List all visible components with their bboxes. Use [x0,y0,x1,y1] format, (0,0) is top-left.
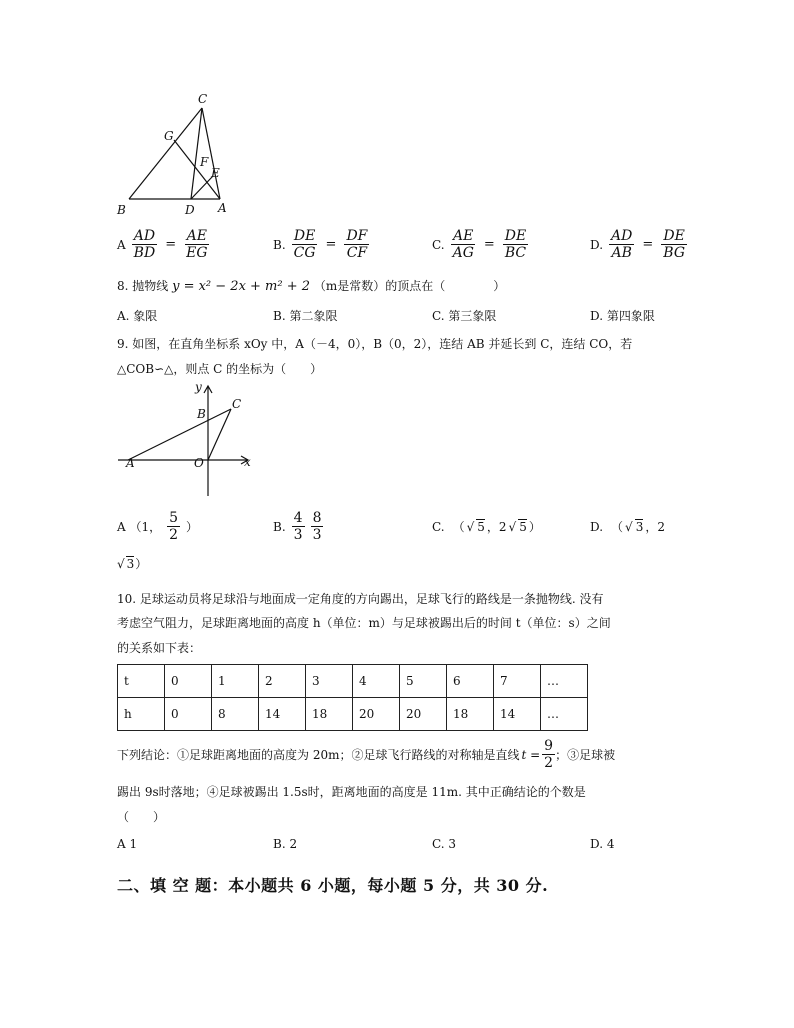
q7-option-d[interactable]: D. $\frac{AD}{AB}$ = $\frac{DE}{BG}$ [590,228,685,261]
q9-option-d-continued: √ 3 ） [117,556,148,571]
fraction: $\frac{DE}{BC}$ [504,228,527,261]
sqrt-icon: √ [466,519,475,534]
label-O: O [194,456,204,470]
label-C: C [198,92,208,106]
q10-option-b[interactable]: B. 2 [273,837,298,851]
fraction: $\frac{DE}{CG}$ [293,228,316,261]
label-D: D [185,203,195,217]
section-heading: 二、填 空 题：本小题共 6 小题，每小题 5 分，共 30 分. [117,876,549,895]
q9-option-d[interactable]: D. （ √ 3 ，2 [590,519,665,534]
sqrt-icon: √ [508,519,517,534]
q9-option-c[interactable]: C. （ √ 5 ，2 √ 5 ） [432,519,541,534]
q9-stem-line2: △COB∽△，则点 C 的坐标为（ ） [117,362,323,376]
label-C: C [232,397,242,411]
q9-stem-line1: 9. 如图，在直角坐标系 xOy 中，A（－4，0），B（0，2），连结 AB 并延长到 C，连结 CO，若 [117,337,633,351]
fraction: $\frac{5}{2}$ [169,510,179,543]
q8-option-a[interactable]: A. 象限 [117,309,158,323]
label-B: B [117,203,126,217]
fraction: $\frac{AD}{BD}$ [133,228,156,261]
q10-conclusions: 下列结论：①足球距离地面的高度为 20m；②足球飞行路线的对称轴是直线 t = $\frac{9}{2}$ ；③足球被 [117,738,616,771]
fraction: $\frac{8}{3}$ [312,510,322,543]
q8-option-c[interactable]: C. 第三象限 [432,309,497,323]
label-E: E [211,166,220,180]
label-A: A [218,201,227,215]
fraction: $\frac{AE}{AG}$ [452,228,474,261]
fraction: $\frac{DE}{BG}$ [663,228,685,261]
q8-stem: 8. 抛物线 y = x² − 2x + m² + 2 （m是常数）的顶点在（ ） [117,279,506,294]
q10-stem-line2: 考虑空气阻力，足球距离地面的高度 h（单位：m）与足球被踢出后的时间 t（单位：s）之间 [117,616,611,630]
label-G: G [164,129,174,143]
q7-option-b[interactable]: B. $\frac{DE}{CG}$ = $\frac{DF}{CF}$ [273,228,368,261]
fraction: $\frac{AD}{AB}$ [611,228,633,261]
q10-stem-line1: 10. 足球运动员将足球沿与地面成一定角度的方向踢出，足球飞行的路线是一条抛物线. 没有 [117,592,604,606]
q8-option-b[interactable]: B. 第二象限 [273,309,338,323]
sqrt-icon: √ [625,519,633,534]
table-row: h 0 8 14 18 20 20 18 14 … [118,698,588,731]
q9-option-a[interactable]: A （1， $\frac{5}{2}$ ） [117,510,199,543]
q10-option-a[interactable]: A 1 [117,837,138,851]
label-A: A [126,456,135,470]
q10-stem-line3: 的关系如下表： [117,641,202,655]
q9-option-b[interactable]: B. $\frac{4}{3}$ $\frac{8}{3}$ [273,510,322,543]
label-F: F [200,155,209,169]
sqrt-icon: √ [117,556,125,571]
label-B: B [197,407,206,421]
table-row: t 0 1 2 3 4 5 6 7 … [118,665,588,698]
label-y: y [195,380,202,394]
fraction: $\frac{AE}{EG}$ [186,228,208,261]
q8-option-d[interactable]: D. 第四象限 [590,309,655,323]
q7-option-a[interactable]: A $\frac{AD}{BD}$ = $\frac{AE}{EG}$ [117,228,208,261]
fraction: $\frac{9}{2}$ [544,738,554,771]
data-table [117,664,588,731]
q10-option-d[interactable]: D. 4 [590,837,615,851]
label-x: x [244,455,251,469]
q10-option-c[interactable]: C. 3 [432,837,457,851]
fraction: $\frac{4}{3}$ [293,510,303,543]
q10-line5: 踢出 9s时落地；④足球被踢出 1.5s时，距离地面的高度是 11m. 其中正确结论的个数是 [117,785,586,799]
fraction: $\frac{DF}{CF}$ [346,228,368,261]
q10-line6: （ ） [117,810,166,824]
q7-option-c[interactable]: C. $\frac{AE}{AG}$ = $\frac{DE}{BC}$ [432,228,527,261]
